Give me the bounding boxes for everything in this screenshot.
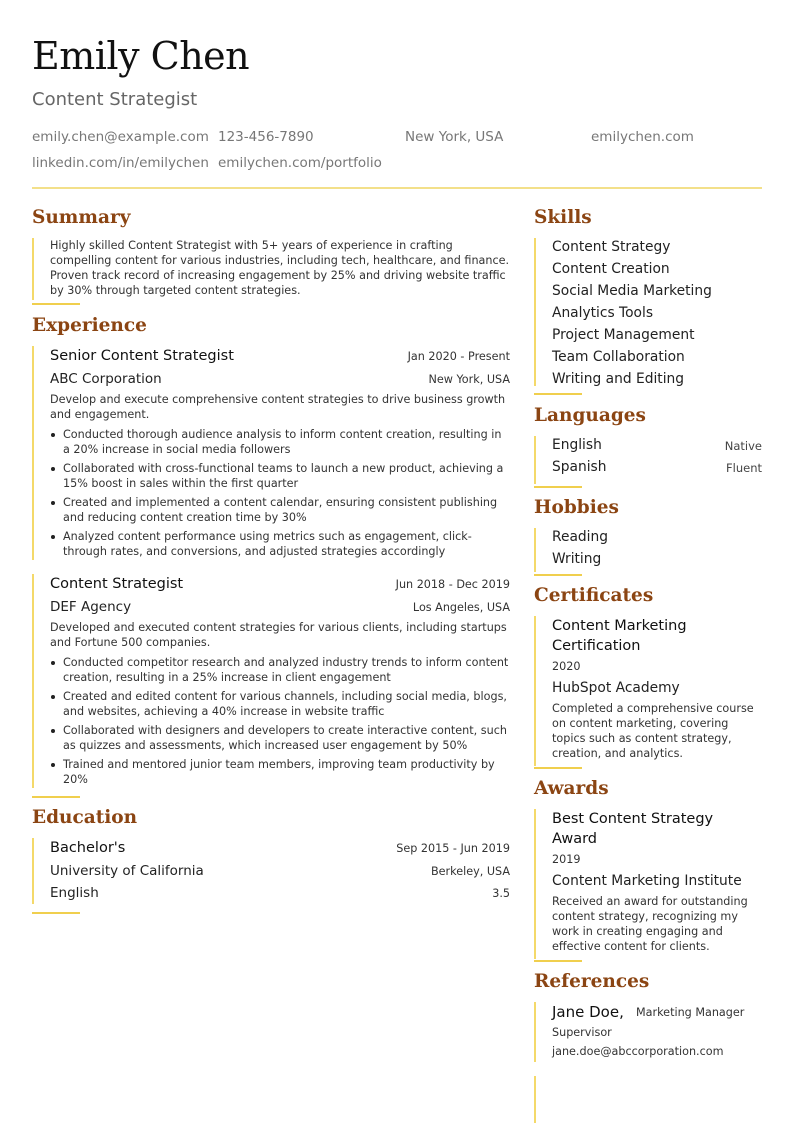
bullet-dot (51, 501, 55, 505)
hobbies-bar (534, 528, 536, 572)
candidate-title: Content Strategist (32, 89, 198, 110)
contact-portfolio[interactable]: emilychen.com/portfolio (218, 155, 382, 171)
certificate-year: 2020 (552, 660, 581, 673)
skill-item: Writing and Editing (552, 371, 685, 387)
contact-email[interactable]: emily.chen@example.com (32, 129, 209, 145)
skill-item: Analytics Tools (552, 305, 654, 321)
job1-title: Senior Content Strategist (50, 348, 234, 364)
languages-bar (534, 436, 536, 484)
education-field: English (50, 885, 99, 901)
reference-email[interactable]: jane.doe@abccorporation.com (552, 1045, 724, 1058)
job1-dates: Jan 2020 - Present (407, 350, 510, 363)
job1-description: Develop and execute comprehensive content strategies to drive business growth and engagement. (50, 393, 506, 421)
certificates-heading: Certificates (534, 585, 654, 606)
award-description: Received an award for outstanding content strategy, recognizing my work in creating engaging and effective content for clients. (552, 895, 748, 953)
certificate-issuer: HubSpot Academy (552, 680, 680, 696)
job2-bullet-2: Created and edited content for various channels, including social media, blogs, and websites, achieving a 40% increase in website traffic (63, 690, 507, 718)
award-year: 2019 (552, 853, 581, 866)
awards-rule (534, 960, 582, 962)
bullet-dot (51, 535, 55, 539)
education-degree: Bachelor's (50, 840, 126, 856)
certificates-rule (534, 767, 582, 769)
reference-relation: Supervisor (552, 1026, 612, 1039)
summary-rule (32, 303, 80, 305)
reference-name: Jane Doe, (552, 1003, 624, 1021)
bullet-dot (51, 763, 55, 767)
contact-phone[interactable]: 123-456-7890 (218, 129, 314, 145)
summary-text: Highly skilled Content Strategist with 5+ years of experience in crafting compelling content for various industries, including tech, healthcare, and finance. Proven track record of increasing engagement by 25% and driving website traffic by 30% through targeted content strategies. (50, 239, 510, 297)
skill-item: Content Creation (552, 261, 670, 277)
language-level: Fluent (726, 461, 762, 475)
hobby-item: Writing (552, 551, 602, 567)
awards-heading: Awards (534, 778, 609, 799)
job2-dates: Jun 2018 - Dec 2019 (395, 578, 510, 591)
certificate-title: Content Marketing Certification (552, 618, 687, 654)
job1-company: ABC Corporation (50, 371, 162, 387)
job2-description: Developed and executed content strategies for various clients, including startups and Fortune 500 companies. (50, 621, 507, 649)
job1-bullet-1: Conducted thorough audience analysis to inform content creation, resulting in a 20% increase in social media followers (63, 428, 502, 456)
skill-item: Team Collaboration (552, 349, 685, 365)
hobbies-heading: Hobbies (534, 497, 619, 518)
contact-linkedin[interactable]: linkedin.com/in/emilychen (32, 155, 209, 171)
education-school: University of California (50, 863, 204, 879)
experience-rule (32, 796, 80, 798)
education-heading: Education (32, 807, 138, 828)
job2-bar (32, 574, 34, 788)
bullet-dot (51, 661, 55, 665)
job1-bullet-2: Collaborated with cross-functional teams to launch a new product, achieving a 15% boost in sales within the first quarter (63, 462, 504, 490)
summary-bar (32, 238, 34, 300)
hobby-item: Reading (552, 529, 609, 545)
skill-item: Content Strategy (552, 239, 671, 255)
award-title: Best Content Strategy Award (552, 811, 714, 847)
award-issuer: Content Marketing Institute (552, 873, 742, 889)
header-divider (32, 187, 762, 189)
bullet-dot (51, 467, 55, 471)
education-bar (32, 838, 34, 904)
bullet-dot (51, 695, 55, 699)
references-bar (534, 1002, 536, 1062)
languages-heading: Languages (534, 405, 646, 426)
certificate-description: Completed a comprehensive course on content marketing, covering topics such as content strategy, creation, and analytics. (552, 702, 754, 760)
languages-rule (534, 486, 582, 488)
candidate-name: Emily Chen (32, 34, 250, 78)
contact-location: New York, USA (405, 129, 504, 145)
job2-bullet-3: Collaborated with designers and developers to create interactive content, such as quizzes and assessments, which increased user engagement by 50% (63, 724, 507, 752)
hobbies-rule (534, 574, 582, 576)
education-gpa: 3.5 (492, 887, 510, 900)
job1-bullet-4: Analyzed content performance using metrics such as engagement, click-through rates, and conversions, and adjusted strategies accordingly (63, 530, 472, 558)
skill-item: Social Media Marketing (552, 283, 712, 299)
job2-bullet-1: Conducted competitor research and analyzed industry trends to inform content creation, resulting in a 25% increase in client engagement (63, 656, 509, 684)
job2-bullet-4: Trained and mentored junior team members, improving team productivity by 20% (63, 758, 495, 786)
reference-role: Marketing Manager (636, 1006, 745, 1019)
skills-bar (534, 238, 536, 386)
job2-location: Los Angeles, USA (412, 601, 510, 614)
language-name: Spanish (552, 459, 607, 475)
language-name: English (552, 437, 602, 453)
contact-website[interactable]: emilychen.com (591, 129, 694, 145)
education-location: Berkeley, USA (431, 865, 510, 878)
trailing-bar (534, 1076, 536, 1123)
language-level: Native (724, 439, 762, 453)
job2-title: Content Strategist (50, 576, 184, 592)
references-heading: References (534, 971, 650, 992)
education-rule (32, 912, 80, 914)
bullet-dot (51, 729, 55, 733)
skills-heading: Skills (534, 207, 592, 228)
summary-heading: Summary (32, 207, 131, 228)
certificates-bar (534, 616, 536, 766)
bullet-dot (51, 433, 55, 437)
job1-location: New York, USA (428, 373, 510, 386)
job1-bar (32, 346, 34, 560)
awards-bar (534, 809, 536, 959)
education-dates: Sep 2015 - Jun 2019 (396, 842, 510, 855)
job1-bullet-3: Created and implemented a content calendar, ensuring consistent publishing and reducing content creation time by 30% (63, 496, 498, 524)
skills-rule (534, 393, 582, 395)
skill-item: Project Management (552, 327, 695, 343)
job2-company: DEF Agency (50, 599, 132, 615)
experience-heading: Experience (32, 315, 147, 336)
